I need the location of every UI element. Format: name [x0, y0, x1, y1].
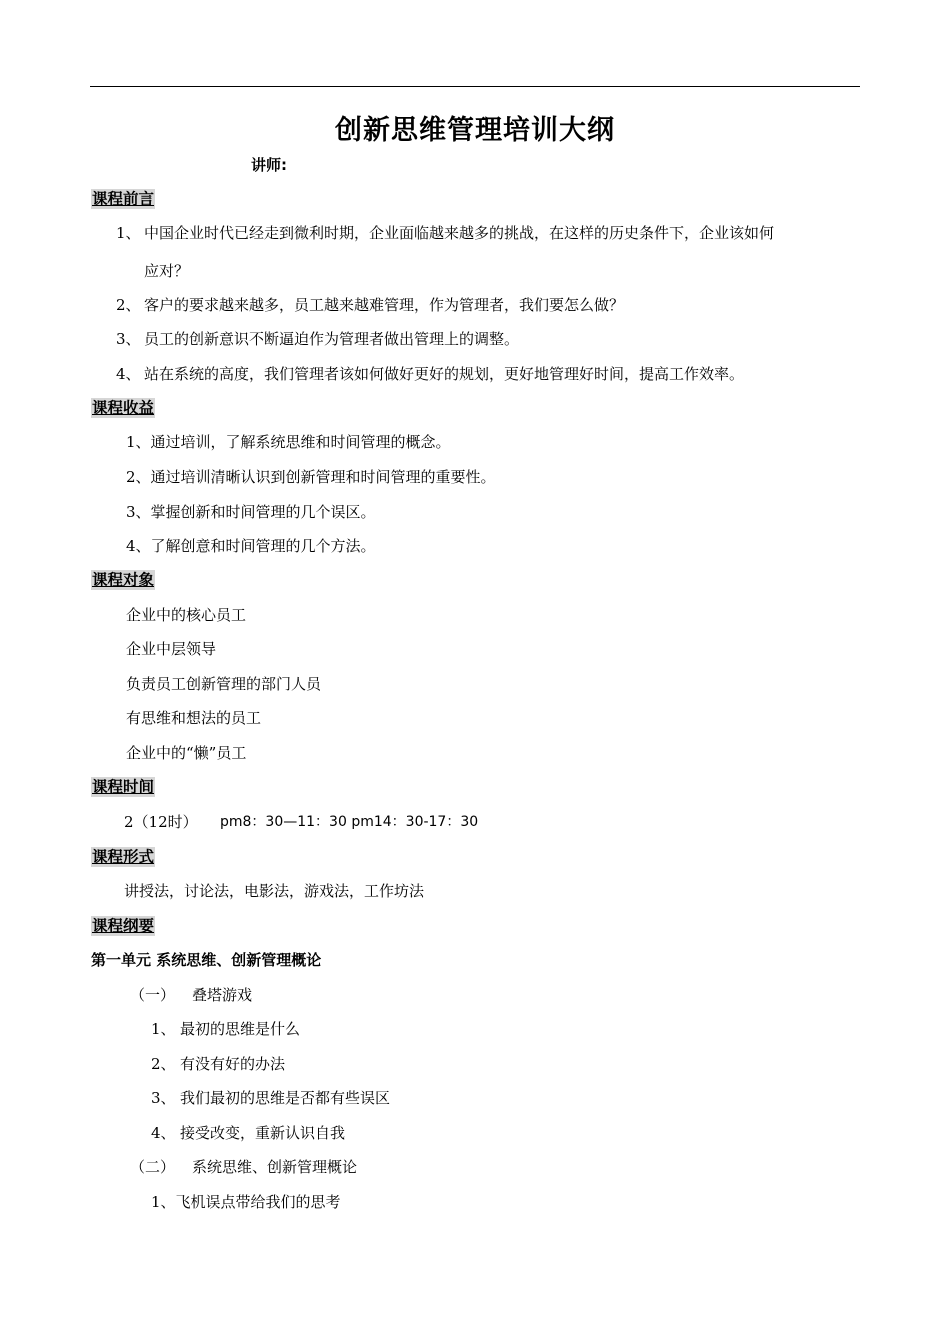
audience-item-4: 有思维和想法的员工 [126, 709, 262, 727]
part-1-item-1-text: 最初的思维是什么 [180, 1020, 301, 1038]
part-1-item-3-number: 3、 [151, 1089, 176, 1107]
preface-item-2-number: 2、 [116, 296, 141, 314]
section-heading-format: 课程形式 [92, 848, 155, 866]
benefit-item-2: 2、通过培训清晰认识到创新管理和时间管理的重要性。 [126, 468, 496, 486]
course-schedule: pm8：30—11：30 pm14：30-17：30 [220, 814, 479, 830]
part-1-item-2-number: 2、 [151, 1055, 176, 1073]
audience-item-3: 负责员工创新管理的部门人员 [126, 675, 322, 693]
course-duration: 2（12时） [124, 813, 198, 831]
part-2-item-1: 1、飞机误点带给我们的思考 [151, 1193, 341, 1211]
course-format-text: 讲授法，讨论法，电影法，游戏法，工作坊法 [124, 882, 425, 900]
part-1-item-2-text: 有没有好的办法 [180, 1055, 286, 1073]
section-heading-preface: 课程前言 [92, 190, 155, 208]
section-heading-outline: 课程纲要 [92, 917, 155, 935]
preface-item-4-text: 站在系统的高度，我们管理者该如何做好更好的规划，更好地管理好时间，提高工作效率。 [144, 365, 745, 383]
benefit-item-3: 3、掌握创新和时间管理的几个误区。 [126, 503, 376, 521]
lecturer-label: 讲师: [251, 156, 287, 174]
preface-item-1-continuation: 应对？ [144, 262, 190, 280]
benefit-item-1: 1、通过培训，了解系统思维和时间管理的概念。 [126, 433, 451, 451]
audience-item-2: 企业中层领导 [126, 640, 217, 658]
part-2-number: （二） [130, 1158, 176, 1176]
benefit-item-4: 4、了解创意和时间管理的几个方法。 [126, 537, 376, 555]
audience-item-5: 企业中的“懒”员工 [126, 744, 247, 762]
preface-item-4-number: 4、 [116, 365, 141, 383]
preface-item-1-number: 1、 [116, 224, 141, 242]
part-1-title: 叠塔游戏 [192, 986, 253, 1004]
preface-item-1-text: 中国企业时代已经走到微利时期，企业面临越来越多的挑战，在这样的历史条件下，企业该如何 [144, 224, 775, 242]
section-heading-time: 课程时间 [92, 778, 155, 796]
audience-item-1: 企业中的核心员工 [126, 606, 247, 624]
preface-item-3-text: 员工的创新意识不断逼迫作为管理者做出管理上的调整。 [144, 330, 520, 348]
document-title: 创新思维管理培训大纲 [335, 115, 615, 146]
part-1-number: （一） [130, 986, 176, 1004]
part-1-item-4-number: 4、 [151, 1124, 176, 1142]
section-heading-audience: 课程对象 [92, 571, 155, 589]
part-1-item-1-number: 1、 [151, 1020, 176, 1038]
preface-item-3-number: 3、 [116, 330, 141, 348]
preface-item-2-text: 客户的要求越来越多，员工越来越难管理，作为管理者，我们要怎么做？ [144, 296, 625, 314]
unit-1-title: 第一单元 系统思维、创新管理概论 [91, 951, 322, 969]
part-1-item-3-text: 我们最初的思维是否都有些误区 [180, 1089, 391, 1107]
header-rule [90, 86, 860, 87]
section-heading-benefits: 课程收益 [92, 399, 155, 417]
part-1-item-4-text: 接受改变，重新认识自我 [180, 1124, 346, 1142]
part-2-title: 系统思维、创新管理概论 [192, 1158, 358, 1176]
